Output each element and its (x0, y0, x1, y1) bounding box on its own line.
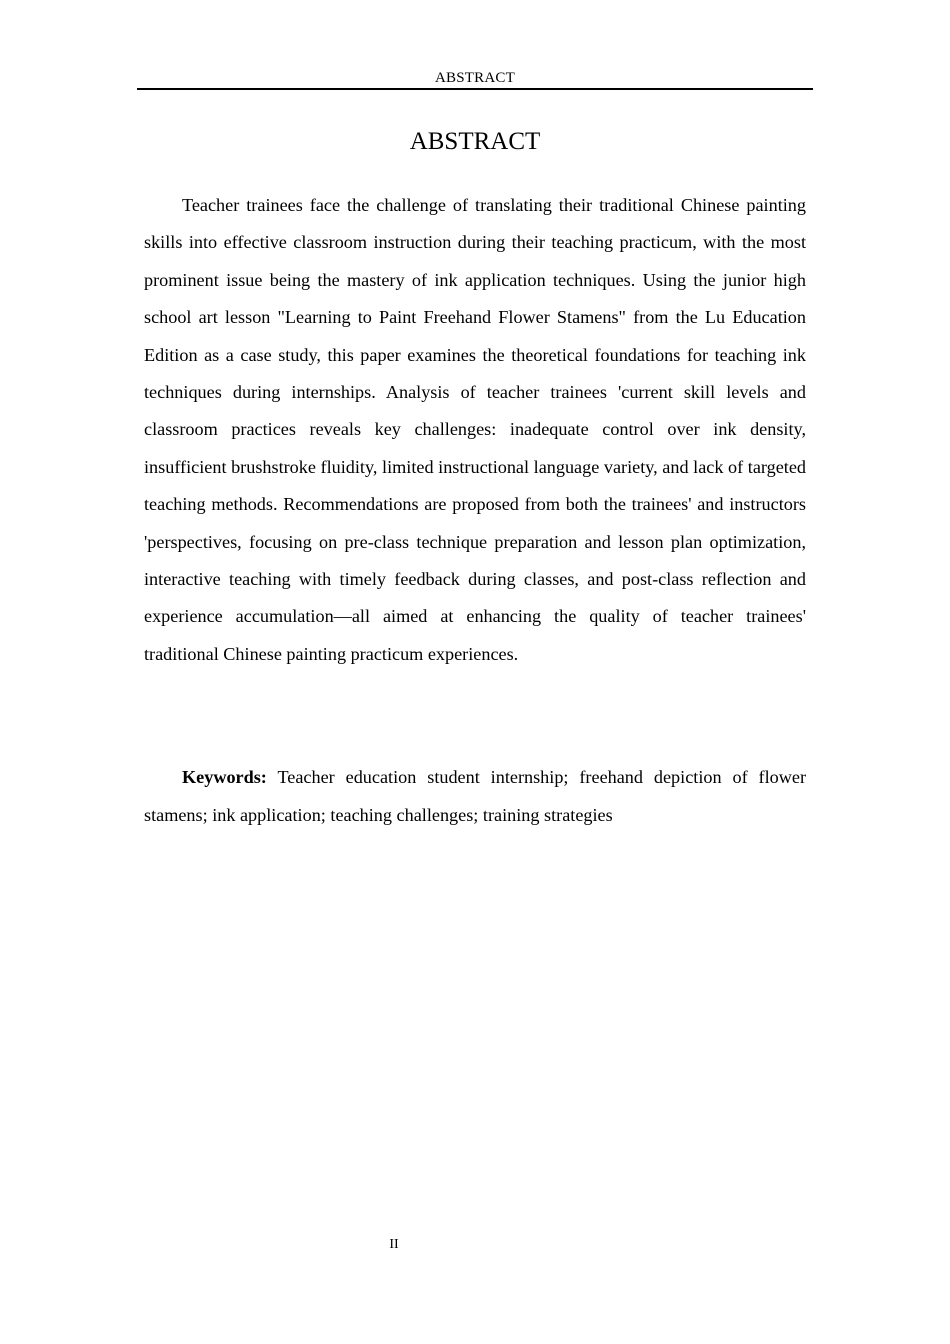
keywords-text: Teacher education student internship; freehand depiction of flower stamens; ink application; teaching challenges; training strategies (144, 767, 807, 825)
running-header: ABSTRACT (435, 70, 515, 86)
header-divider (137, 88, 813, 90)
page-number: II (389, 1237, 399, 1252)
abstract-paragraph: Teacher trainees face the challenge of translating their traditional Chinese painting skills into effective classroom instruction during their teaching practicum, with the most prominent issue being the mastery of ink application techniques. Using the junior high school art lesson "Learning to Paint Freehand Flower Stamens" from the Lu Education Edition as a case study, this paper examines the theoretical foundations for teaching ink techniques during internships. Analysis of teacher trainees 'current skill levels and classroom practices reveals key challenges: inadequate control over ink density, insufficient brushstroke fluidity, limited instructional language variety, and lack of targeted teaching methods. Recommendations are proposed from both the trainees' and instructors 'perspectives, focusing on pre-class technique preparation and lesson plan optimization, interactive teaching with timely feedback during classes, and post-class reflection and experience accumulation—all aimed at enhancing the quality of teacher trainees' traditional Chinese painting practicum experiences. (144, 195, 806, 664)
keywords-label: Keywords: (182, 767, 267, 787)
keywords-paragraph (144, 759, 806, 834)
page-title: ABSTRACT (409, 128, 541, 155)
